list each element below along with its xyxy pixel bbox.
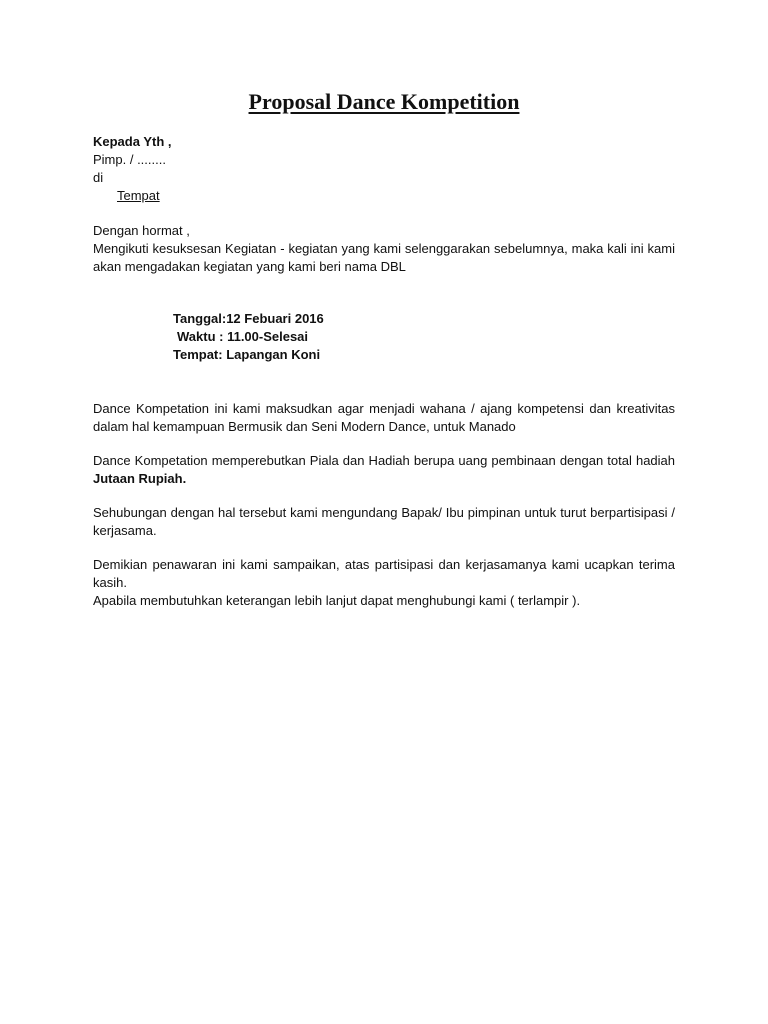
document-title-text: Proposal Dance Kompetition: [248, 89, 520, 114]
paragraph-prize: [93, 452, 675, 488]
greeting: Dengan hormat ,: [93, 223, 190, 238]
address-place: Tempat: [117, 188, 160, 203]
paragraph-contact: Apabila membutuhkan keterangan lebih lanjut dapat menghubungi kami ( terlampir ).: [93, 593, 581, 608]
address-in: di: [93, 170, 104, 185]
paragraph-invitation: Sehubungan dengan hal tersebut kami mengundang Bapak/ Ibu pimpinan untuk turut berpartisipasi / kerjasama.: [93, 505, 675, 538]
event-time: Waktu : 11.00-Selesai: [177, 329, 309, 344]
address-place-line: [93, 187, 675, 205]
paragraph-prize-text: Dance Kompetation memperebutkan Piala dan Hadiah berupa uang pembinaan dengan total hadiah: [93, 453, 675, 468]
event-details: [173, 310, 473, 364]
paragraph-closing: Demikian penawaran ini kami sampaikan, atas partisipasi dan kerjasamanya kami ucapkan terima kasih.: [93, 557, 675, 590]
intro-paragraph: Mengikuti kesuksesan Kegiatan - kegiatan yang kami selenggarakan sebelumnya, maka kali ini kami akan mengadakan kegiatan yang kami beri nama DBL: [93, 241, 675, 274]
address-recipient: Pimp. / ........: [93, 152, 166, 167]
document-title: [0, 88, 768, 116]
greeting-block: [93, 222, 675, 276]
closing-block: [93, 556, 675, 610]
event-date: Tanggal:12 Febuari 2016: [173, 311, 324, 326]
prize-amount: Jutaan Rupiah.: [93, 471, 187, 486]
event-venue: Tempat: Lapangan Koni: [173, 347, 321, 362]
paragraph-purpose: Dance Kompetation ini kami maksudkan agar menjadi wahana / ajang kompetensi dan kreativitas dalam hal kemampuan Bermusik dan Seni Modern Dance, untuk Manado: [93, 401, 675, 434]
address-block: [93, 133, 675, 205]
address-to: Kepada Yth ,: [93, 134, 172, 149]
